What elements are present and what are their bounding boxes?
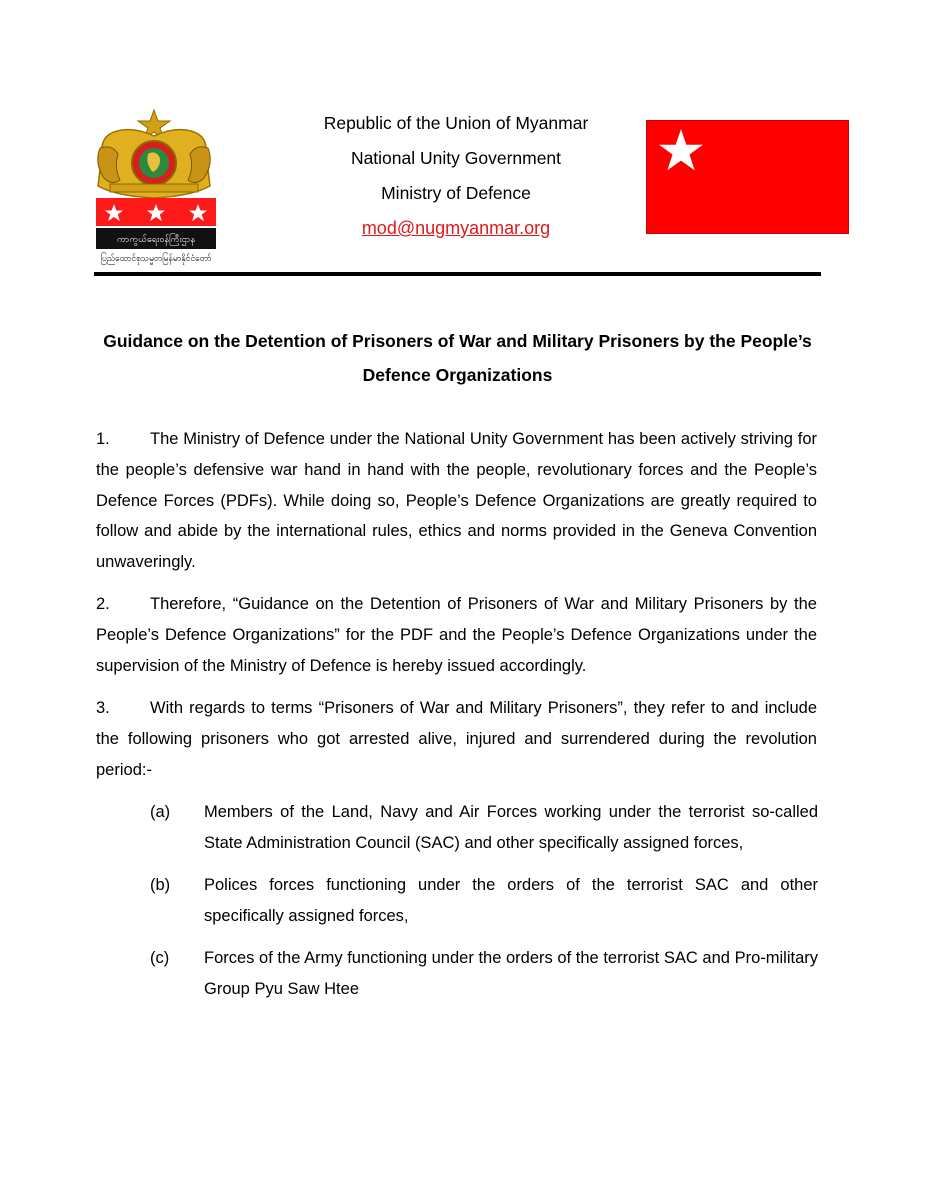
paragraph-text: The Ministry of Defence under the National Unity Government has been actively striving for the people’s defensive war hand in hand with the people, revolutionary forces and the People’s Defence Forces (PDFs). While doing so, People’s Defence Organizations are greatly required to follow and abide by the international rules, ethics and norms provided in the Geneva Convention unwaveringly. <box>96 430 817 572</box>
subitem-text-c: Forces of the Army functioning under the orders of the terrorist SAC and Pro-military Group Pyu Saw Htee <box>204 949 818 998</box>
subitem-marker-c: (c) <box>150 949 170 967</box>
subitem-text-b: Polices forces functioning under the orders of the terrorist SAC and other specifically assigned forces, <box>204 876 818 925</box>
paragraph-2 <box>96 589 817 681</box>
paragraph-text: Therefore, “Guidance on the Detention of Prisoners of War and Military Prisoners by the People’s Defence Organizations” for the PDF and the People’s Defence Organizations under the supervision of the Ministry of Defence is hereby issued accordingly. <box>96 595 817 675</box>
document-title: Guidance on the Detention of Prisoners of War and Military Prisoners by the People’s Defence Organizations <box>103 331 812 385</box>
paragraph-text: With regards to terms “Prisoners of War and Military Prisoners”, they refer to and include the following prisoners who got arrested alive, injured and surrendered during the revolution period:- <box>96 699 817 779</box>
emblem-caption-top: ကာကွယ်ရေးဝန်ကြီးဌာန <box>116 234 196 244</box>
paragraph-number: 1. <box>96 430 110 448</box>
flag <box>646 120 849 234</box>
header-country: Republic of the Union of Myanmar <box>323 113 589 133</box>
paragraph-number: 2. <box>96 595 110 613</box>
paragraph-number: 3. <box>96 699 110 717</box>
subitem-marker-b: (b) <box>150 876 171 894</box>
paragraph-3 <box>96 693 817 785</box>
emblem-caption-bottom: ပြည်ထောင်စုသမ္မတမြန်မာနိုင်ငံတော် <box>100 253 212 263</box>
header-government: National Unity Government <box>350 148 562 168</box>
subitem-marker-a: (a) <box>150 803 171 821</box>
subitem-text-a: Members of the Land, Navy and Air Forces working under the terrorist so-called State Administration Council (SAC) and other specifically assigned forces, <box>204 803 818 852</box>
header-ministry: Ministry of Defence <box>381 183 531 203</box>
header-divider <box>94 272 821 276</box>
header-email-link[interactable]: mod@nugmyanmar.org <box>361 218 551 238</box>
white-star-icon <box>657 127 705 175</box>
paragraph-1 <box>96 424 817 578</box>
